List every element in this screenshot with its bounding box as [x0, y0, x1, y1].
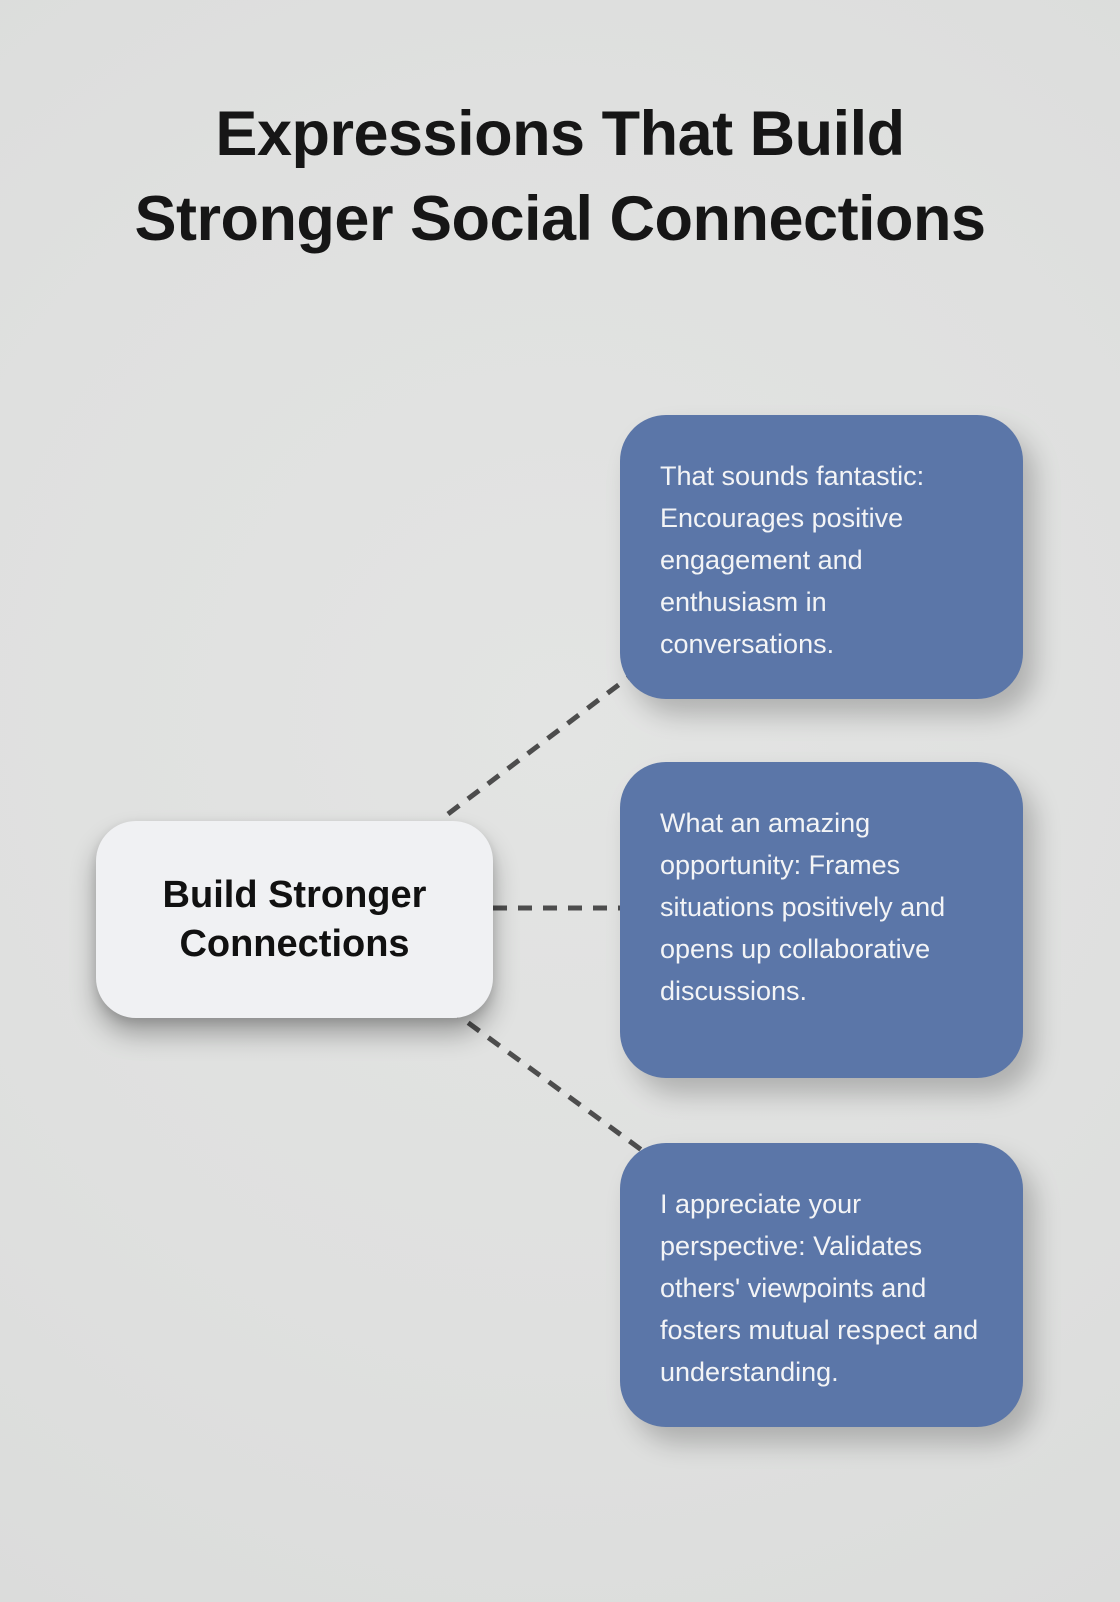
center-node-label: Build Stronger Connections	[162, 873, 427, 965]
page-title: Expressions That Build Stronger Social Connections	[134, 99, 986, 255]
diagram-card-that-sounds-fantastic: That sounds fantastic: Encourages positive engagement and enthusiasm in conversations.	[620, 415, 1023, 699]
diagram-node-build-stronger-connections	[96, 821, 493, 1018]
diagram-card-i-appreciate-your-perspective: I appreciate your perspective: Validates others' viewpoints and fosters mutual respect and understanding.	[620, 1143, 1023, 1427]
diagram-card-what-an-amazing-opportunity: What an amazing opportunity: Frames situations positively and opens up collaborative discussions.	[620, 762, 1023, 1078]
